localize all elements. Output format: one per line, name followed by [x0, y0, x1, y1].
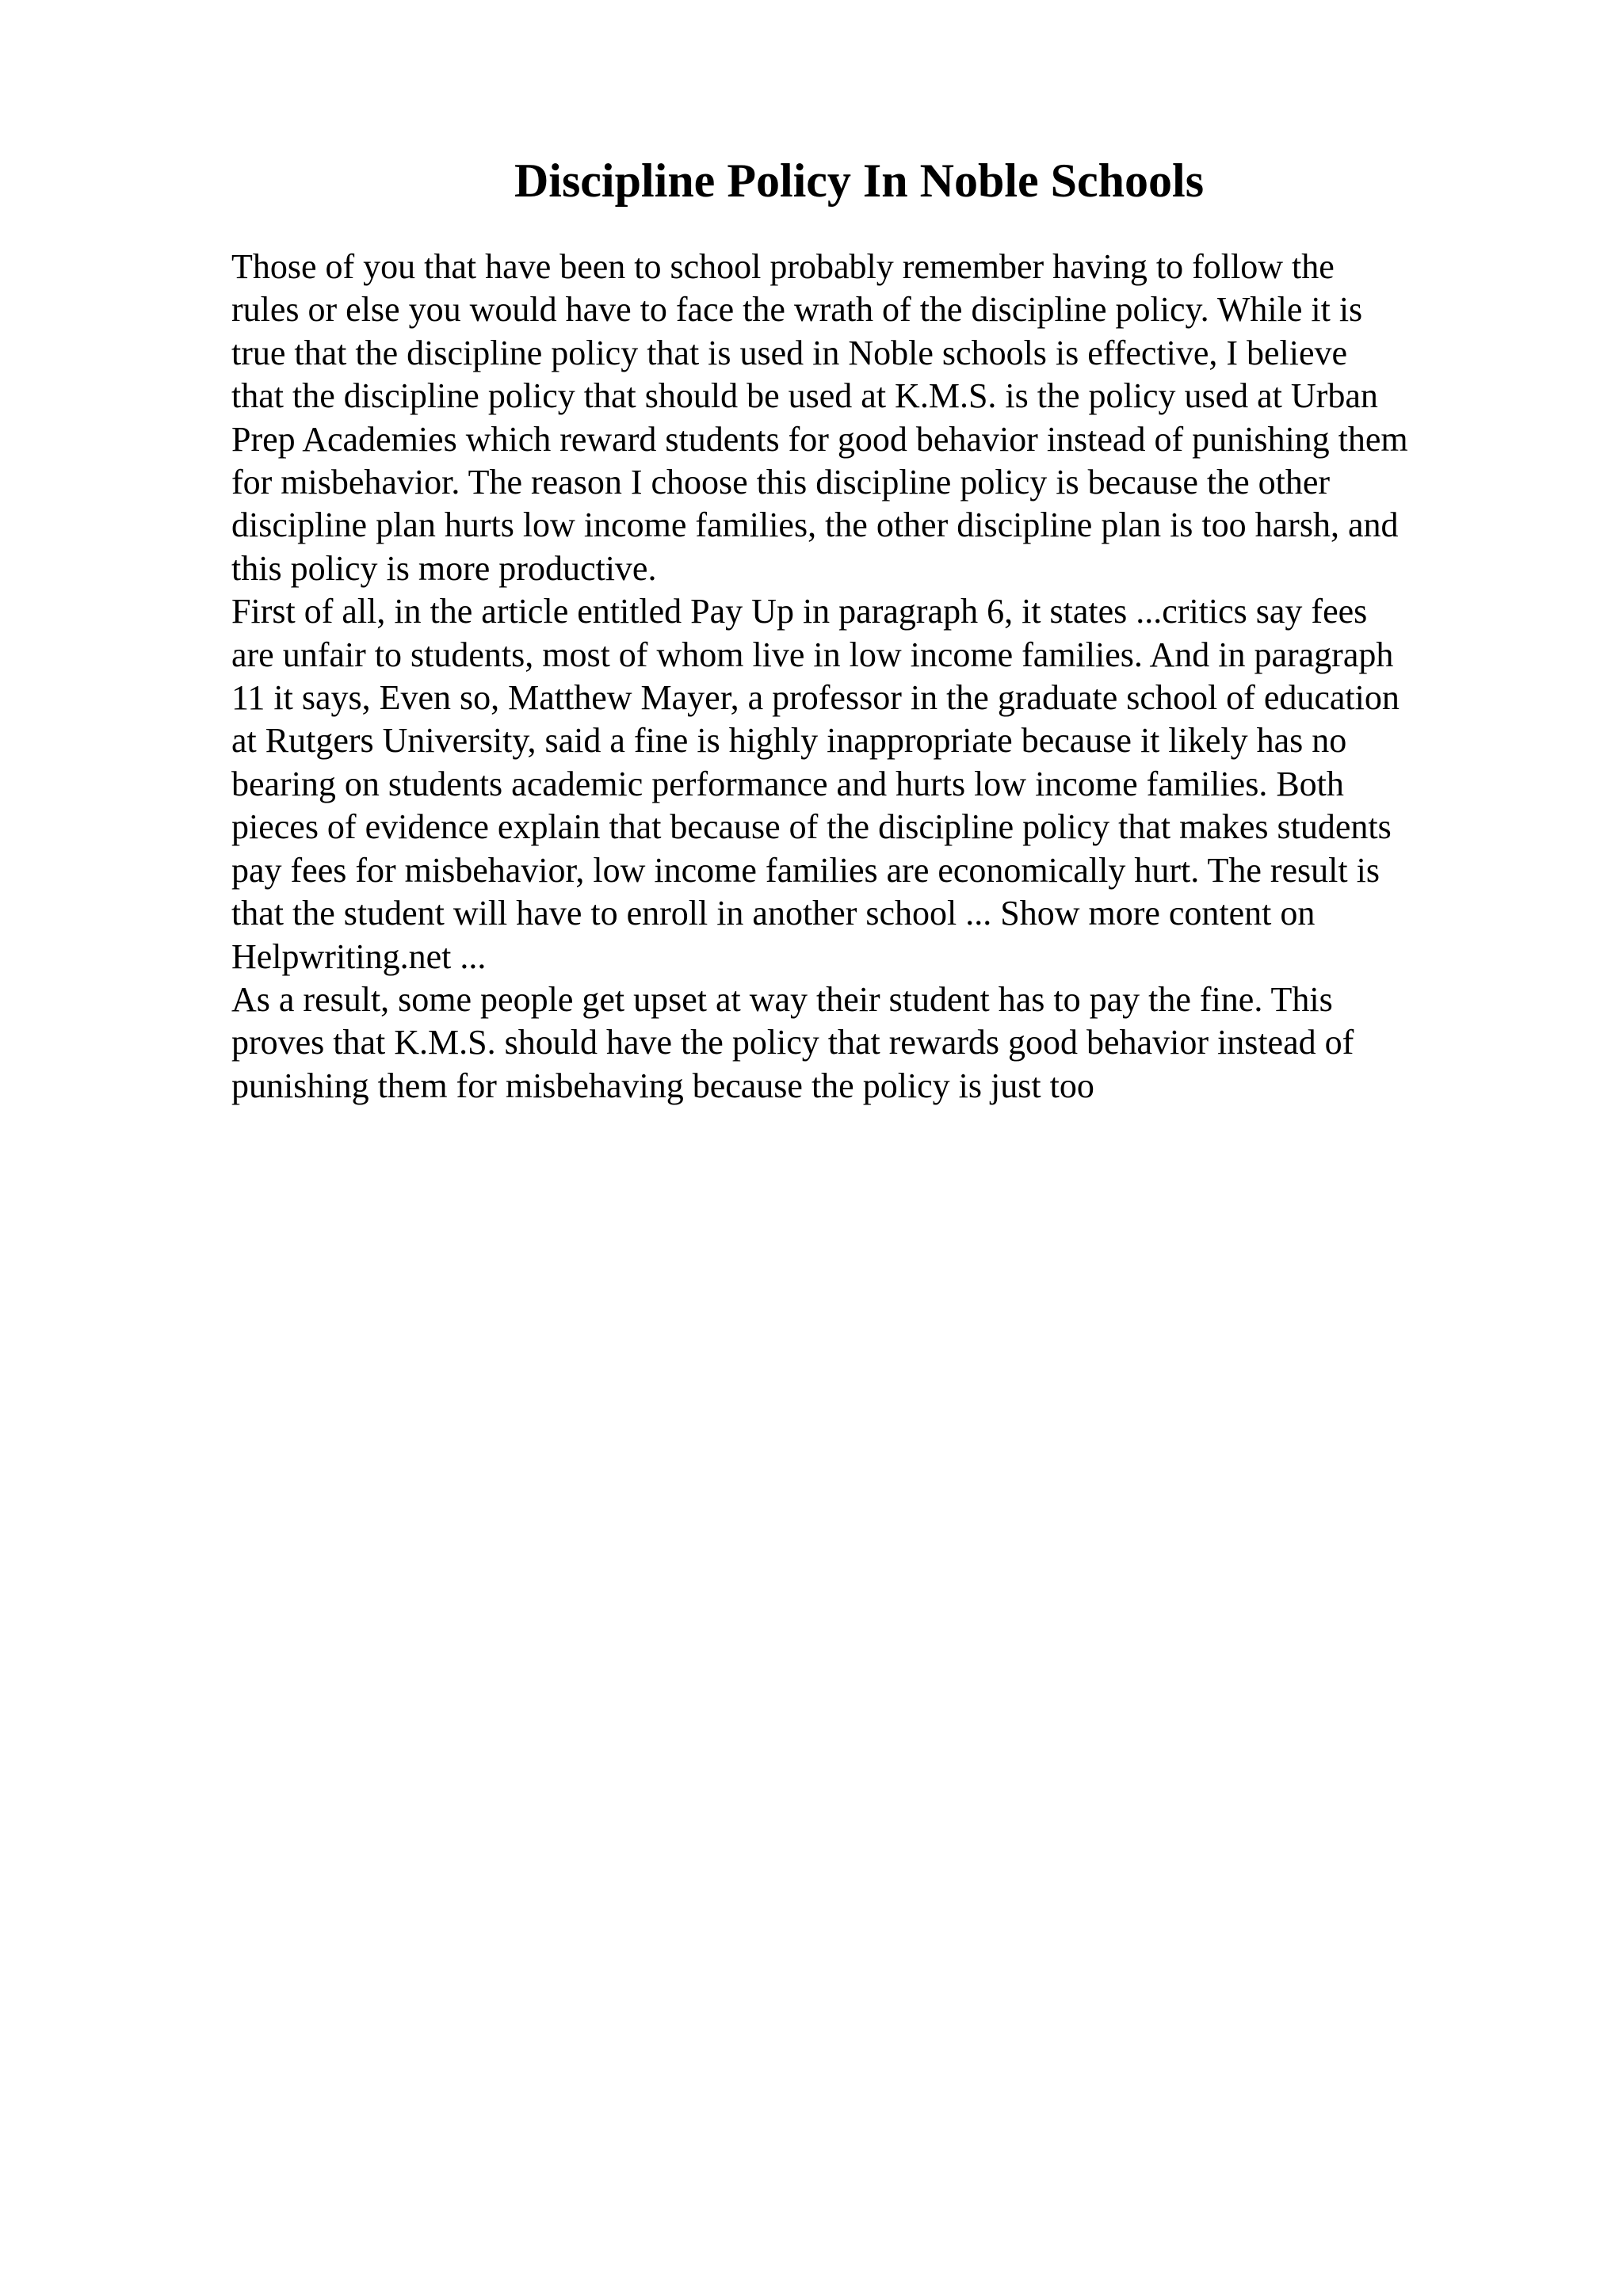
body-line: proves that K.M.S. should have the policy that rewards good behavior instead of: [231, 1023, 1354, 1062]
body-line: 11 it says, Even so, Matthew Mayer, a professor in the graduate school of education: [231, 678, 1400, 718]
body-line: rules or else you would have to face the wrath of the discipline policy. While it is: [231, 290, 1363, 330]
body-line: First of all, in the article entitled Pay Up in paragraph 6, it states ...critics say fees: [231, 592, 1368, 631]
body-line: As a result, some people get upset at way their student has to pay the fine. This: [231, 979, 1333, 1019]
body-line: pay fees for misbehavior, low income families are economically hurt. The result is: [231, 850, 1380, 890]
body-line: true that the discipline policy that is used in Noble schools is effective, I believe: [231, 333, 1348, 372]
source-link-line[interactable]: Helpwriting.net ...: [231, 936, 487, 976]
document-body: [231, 246, 1499, 1108]
body-line: that the discipline policy that should be used at K.M.S. is the policy used at Urban: [231, 376, 1378, 416]
body-line: are unfair to students, most of whom live in low income families. And in paragraph: [231, 635, 1394, 674]
body-line: that the student will have to enroll in another school ... Show more content on: [231, 894, 1316, 933]
body-line: at Rutgers University, said a fine is highly inappropriate because it likely has no: [231, 721, 1347, 761]
body-line: pieces of evidence explain that because of the discipline policy that makes students: [231, 807, 1392, 847]
body-line: Those of you that have been to school probably remember having to follow the: [231, 247, 1335, 286]
body-line: discipline plan hurts low income families, the other discipline plan is too harsh, and: [231, 505, 1399, 545]
body-line: bearing on students academic performance and hurts low income families. Both: [231, 764, 1344, 803]
body-line: this policy is more productive.: [231, 548, 657, 588]
body-line: punishing them for misbehaving because the policy is just too: [231, 1066, 1094, 1105]
body-line: Prep Academies which reward students for good behavior instead of punishing them: [231, 419, 1408, 459]
body-line: for misbehavior. The reason I choose this discipline policy is because the other: [231, 463, 1331, 502]
document-title: Discipline Policy In Noble Schools: [514, 154, 1205, 207]
